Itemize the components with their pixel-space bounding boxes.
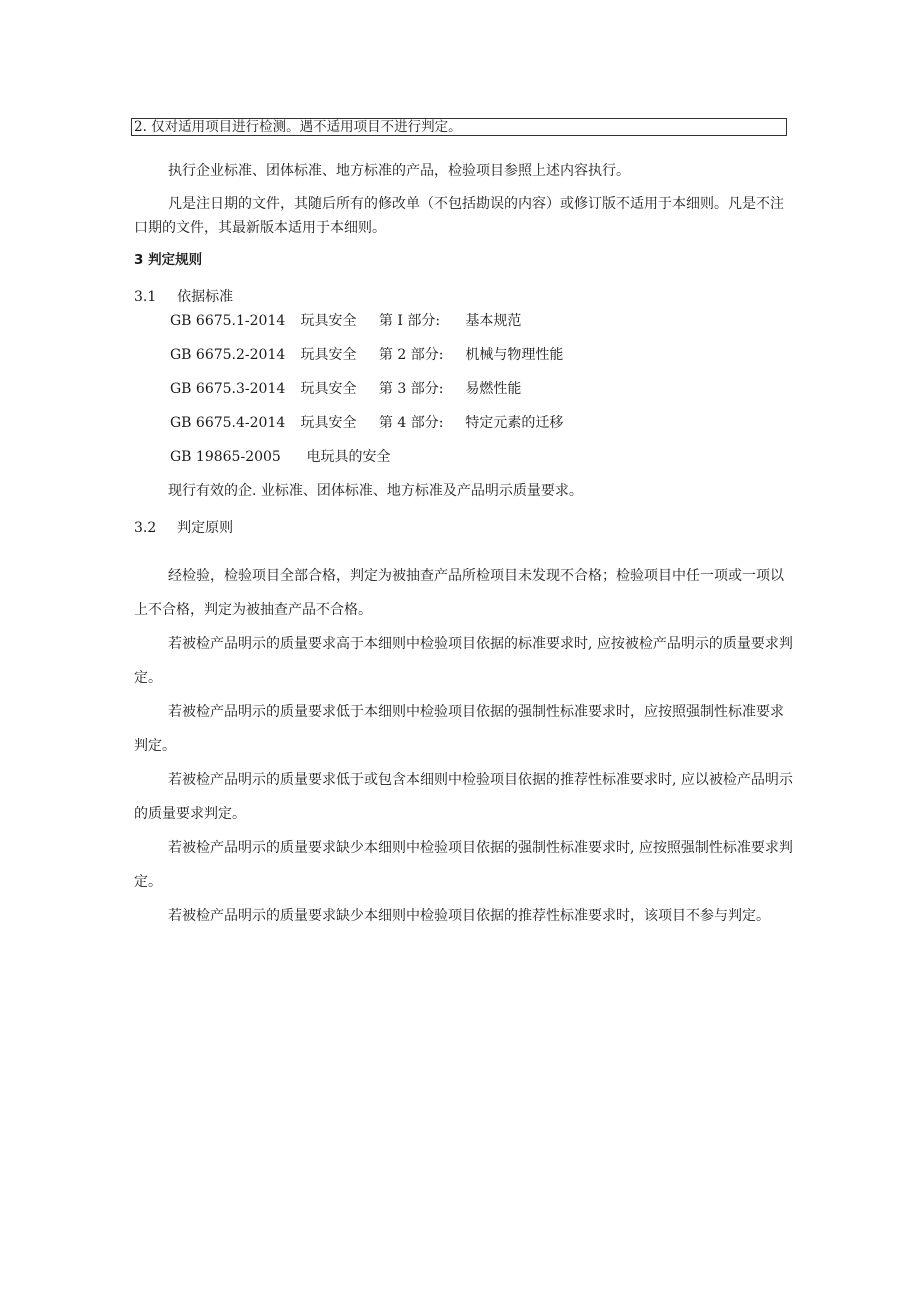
standard-code: GB 6675.2-2014 [170, 347, 286, 363]
section-3-heading: 3 判定规则 [134, 252, 203, 268]
principle-paragraph: 若被检产品明示的质量要求低于或包含本细则中检验项目依据的推荐性标准要求时, 应以被检产品明示的质量要求判定。 [134, 772, 793, 822]
standard-row [170, 345, 563, 365]
standard-name: 玩具安全 [300, 381, 357, 397]
applicability-note-box: 2. 仅对适用项目进行检测。遇不适用项目不进行判定。 [131, 118, 787, 136]
standard-part: 第 I 部分: [378, 313, 441, 329]
principle-paragraph: 若被检产品明示的质量要求缺少本细则中检验项目依据的推荐性标准要求时，该项目不参与判定。 [168, 908, 770, 924]
intro-paragraph-2 [134, 192, 794, 240]
section-3-2-heading [134, 518, 233, 538]
section-3-1-number: 3.1 [134, 289, 157, 305]
standard-part: 第 2 部分: [378, 347, 444, 363]
standard-code: GB 6675.3-2014 [170, 381, 286, 397]
standard-description: 易燃性能 [465, 381, 522, 397]
intro-paragraph-2-text: 凡是注日期的文件，其随后所有的修改单（不包括勘误的内容）或修订版不适用于本细则。凡是不注口期的文件，其最新版本适用于本细则。 [134, 196, 784, 236]
standard-part: 第 3 部分: [378, 381, 444, 397]
section-3-1-heading [134, 287, 233, 307]
standard-name: 玩具安全 [300, 313, 357, 329]
principle-paragraph: 若被检产品明示的质量要求高于本细则中检验项目依据的标准要求时, 应按被检产品明示的质量要求判定。 [134, 636, 793, 686]
standards-note: 现行有效的企. 业标准、团体标准、地方标准及产品明示质量要求。 [168, 483, 583, 499]
standard-description: 基本规范 [465, 313, 522, 329]
standard-row-extra [170, 447, 390, 467]
section-3-2-number: 3.2 [134, 520, 157, 536]
section-3-2-title: 判定原则 [177, 520, 234, 536]
standard-name: 玩具安全 [300, 347, 357, 363]
standard-code: GB 19865-2005 [170, 449, 281, 465]
principle-paragraph: 若被检产品明示的质量要求缺少本细则中检验项目依据的强制性标准要求时, 应按照强制性标准要求判定。 [134, 840, 793, 890]
principle-paragraph: 经检验，检验项目全部合格，判定为被抽查产品所检项目未发现不合格；检验项目中任一项或一项以上不合格，判定为被抽查产品不合格。 [134, 568, 784, 618]
judgement-principles [134, 559, 794, 933]
standard-description: 机械与物理性能 [465, 347, 564, 363]
standard-row [170, 311, 521, 331]
intro-paragraph-1: 执行企业标准、团体标准、地方标准的产品，检验项目参照上述内容执行。 [168, 163, 630, 179]
standard-description: 特定元素的迁移 [465, 415, 564, 431]
standard-code: GB 6675.1-2014 [170, 313, 286, 329]
standard-name: 玩具安全 [300, 415, 357, 431]
standard-part: 第 4 部分: [378, 415, 444, 431]
standard-row [170, 379, 521, 399]
standard-description: 电玩具的安全 [306, 449, 391, 465]
principle-paragraph: 若被检产品明示的质量要求低于本细则中检验项目依据的强制性标准要求时，应按照强制性标准要求判定。 [134, 704, 784, 754]
standard-row [170, 413, 563, 433]
standard-code: GB 6675.4-2014 [170, 415, 286, 431]
section-3-1-title: 依据标准 [177, 289, 234, 305]
